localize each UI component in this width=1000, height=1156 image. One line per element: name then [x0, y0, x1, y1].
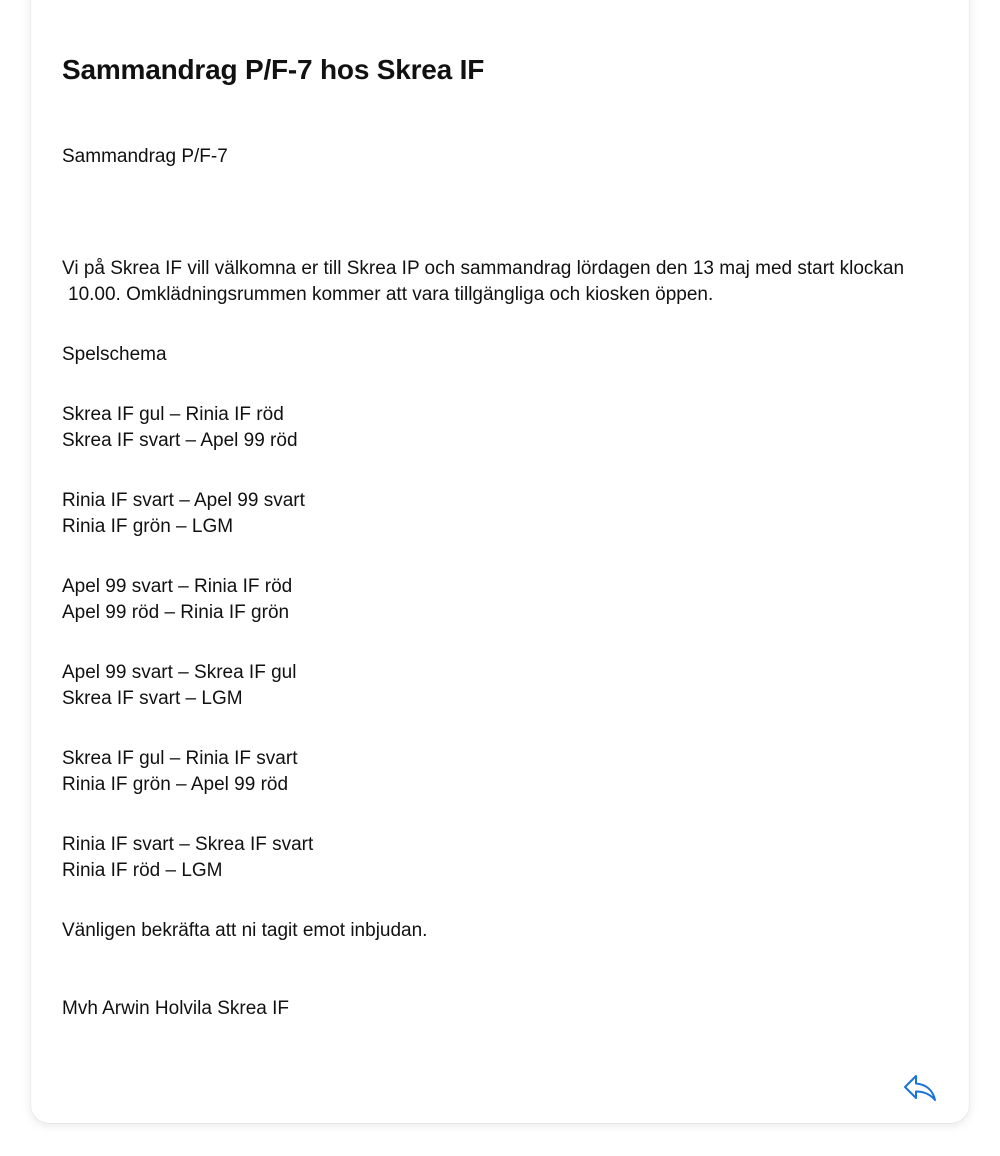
schedule-heading: Spelschema: [62, 344, 167, 365]
match-line: Apel 99 röd – Rinia IF grön: [62, 602, 290, 623]
match-group: [62, 402, 298, 454]
email-intro: [62, 256, 942, 308]
signature: Mvh Arwin Holvila Skrea IF: [62, 998, 290, 1019]
match-line: Rinia IF grön – Apel 99 röd: [62, 774, 289, 795]
match-line: Skrea IF svart – Apel 99 röd: [62, 430, 298, 451]
match-line: Rinia IF svart – Apel 99 svart: [62, 490, 305, 511]
match-group: [62, 746, 297, 798]
reply-arrow-icon: [900, 1068, 940, 1108]
match-line: Apel 99 svart – Skrea IF gul: [62, 662, 297, 683]
email-subtitle: Sammandrag P/F-7: [62, 146, 228, 167]
confirm-text: Vänligen bekräfta att ni tagit emot inbjudan.: [62, 920, 428, 941]
match-line: Skrea IF gul – Rinia IF röd: [62, 404, 284, 425]
reply-button[interactable]: [900, 1068, 940, 1108]
intro-line-1: Vi på Skrea IF vill välkomna er till Skrea IP och sammandrag lördagen den 13 maj med start klockan: [62, 258, 905, 279]
match-group: [62, 574, 292, 626]
match-group: [62, 832, 313, 884]
match-line: Apel 99 svart – Rinia IF röd: [62, 576, 293, 597]
match-line: Rinia IF svart – Skrea IF svart: [62, 834, 314, 855]
intro-line-2: 10.00. Omklädningsrummen kommer att vara tillgängliga och kiosken öppen.: [68, 284, 714, 305]
match-line: Skrea IF svart – LGM: [62, 688, 243, 709]
match-group: [62, 488, 305, 540]
match-group: [62, 660, 296, 712]
match-line: Skrea IF gul – Rinia IF svart: [62, 748, 298, 769]
match-line: Rinia IF röd – LGM: [62, 860, 223, 881]
email-title: Sammandrag P/F-7 hos Skrea IF: [62, 54, 485, 85]
match-line: Rinia IF grön – LGM: [62, 516, 234, 537]
